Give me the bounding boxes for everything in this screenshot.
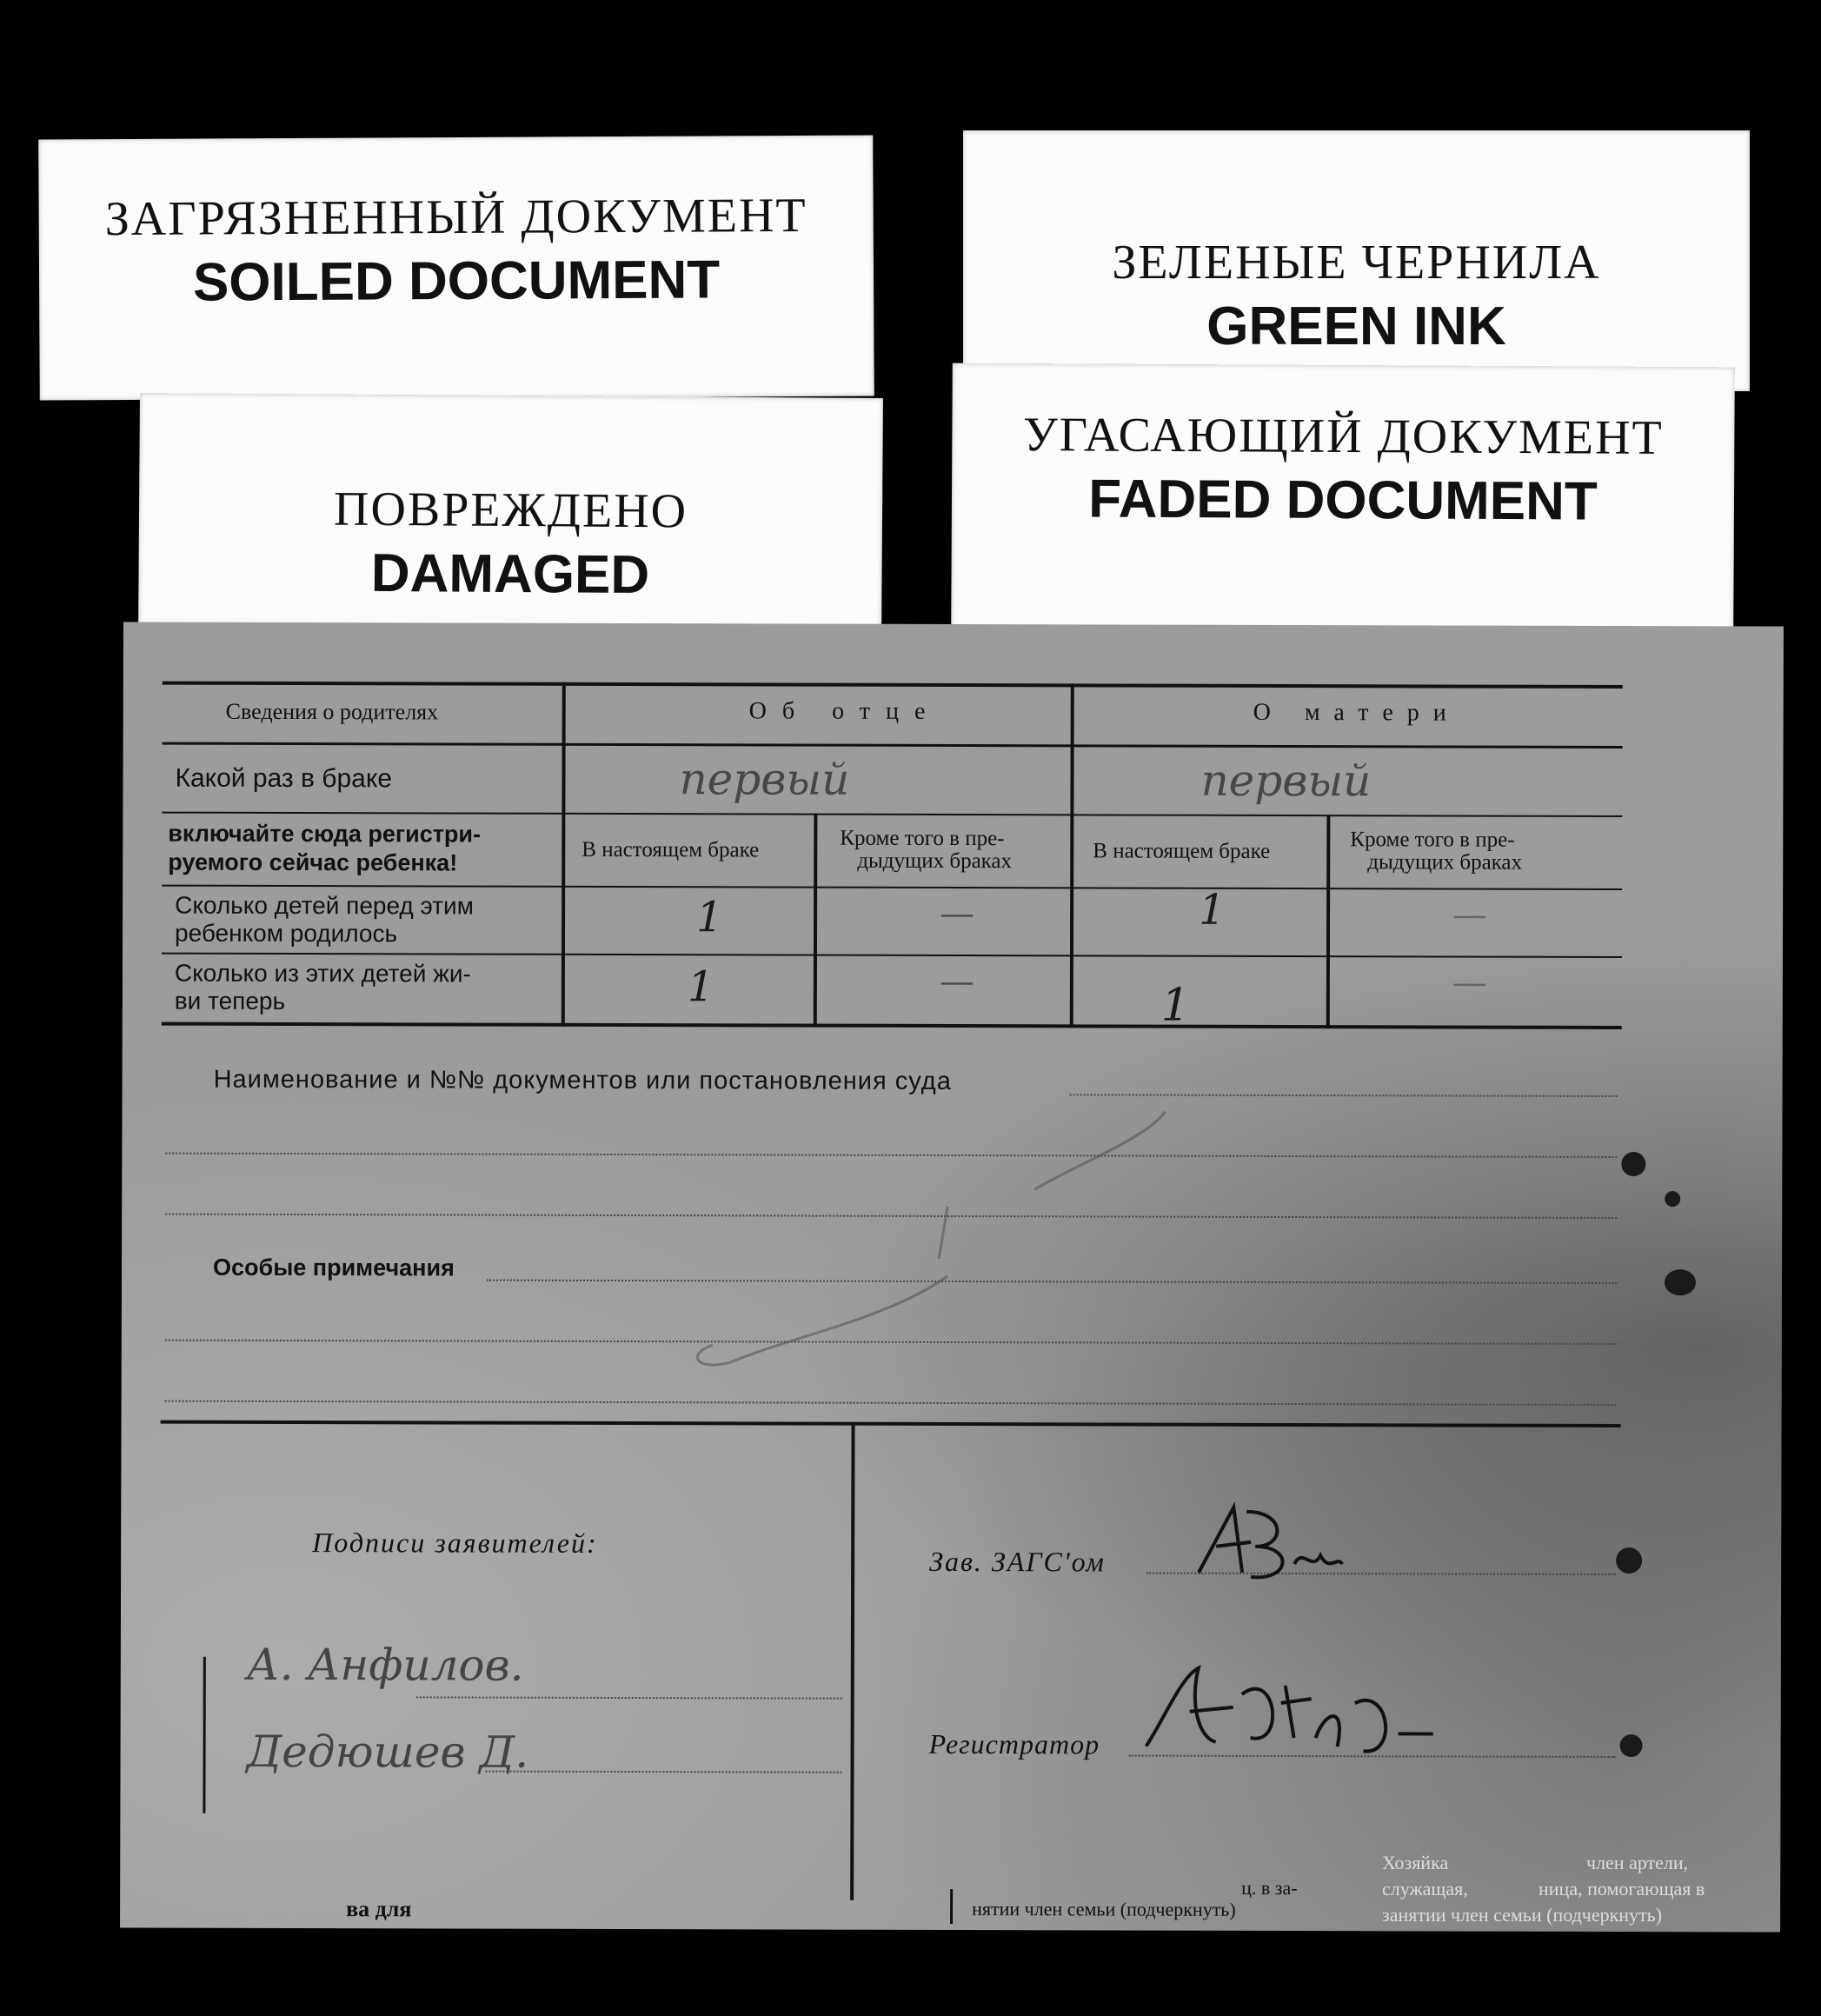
signature-bracket [203, 1657, 205, 1813]
signature-line-2 [486, 1771, 842, 1773]
registrar-label: Регистратор [928, 1727, 1100, 1760]
col-divider-left [562, 682, 566, 1027]
row-label-born-2: ребенком родилось [174, 919, 398, 948]
bottom-mid-fragment: нятии член семьи (подчеркнуть) [972, 1898, 1236, 1920]
zags-signature [1190, 1494, 1346, 1590]
col-divider-middle [1070, 683, 1074, 1028]
bottom-right-fragment-3: служащая, [1382, 1878, 1468, 1900]
row-divider-2 [162, 885, 1622, 890]
row-label-include-1: включайте сюда регистри- [168, 820, 482, 848]
subheader-father-previous-1: Кроме того в пре- [840, 826, 1005, 851]
table-top-border [163, 682, 1623, 689]
value-father-alive-previous: — [939, 961, 974, 1002]
col-divider-father [814, 814, 818, 1028]
label-green-ru: ЗЕЛЕНЫЕ ЧЕРНИЛА [1112, 236, 1601, 289]
notes-label: Особые примечания [212, 1254, 455, 1281]
table-header-border [163, 742, 1623, 749]
header-parents: Сведения о родителях [225, 698, 439, 725]
registrar-signature [1138, 1651, 1451, 1773]
label-damaged-en: DAMAGED [370, 542, 650, 606]
label-soiled-document [38, 135, 874, 400]
zags-label: Зав. ЗАГС'ом [929, 1545, 1106, 1578]
value-father-born-current: 1 [696, 893, 723, 942]
signature-section-divider [850, 1422, 854, 1900]
subheader-mother-previous-2: дыдущих браках [1367, 850, 1523, 875]
label-damaged-ru: ПОВРЕЖДЕНО [333, 482, 688, 539]
stain [1620, 1734, 1643, 1757]
subheader-father-current: В настоящем браке [582, 837, 760, 862]
label-soiled-ru: ЗАГРЯЗНЕННЫЙ ДОКУМЕНТ [104, 188, 807, 247]
row-label-born-1: Сколько детей перед этим [175, 891, 475, 920]
bottom-left-fragment: ва для [346, 1896, 412, 1922]
applicant-signature-1: А. Анфилов. [246, 1639, 524, 1691]
header-mother: О матери [1253, 698, 1460, 727]
signature-line-1 [416, 1696, 842, 1699]
documents-label: Наименование и №№ документов или постановления суда [213, 1065, 952, 1095]
value-father-alive-current: 1 [687, 962, 714, 1012]
stain [1665, 1191, 1680, 1207]
label-green-en: GREEN INK [1206, 296, 1506, 356]
label-faded-en: FADED DOCUMENT [1088, 469, 1598, 532]
value-mother-born-previous: — [1452, 895, 1488, 935]
label-damaged [138, 393, 883, 642]
bottom-right-fragment-4: ница, помогающая в [1539, 1878, 1705, 1900]
pencil-scribble [661, 1101, 1183, 1390]
subheader-father-previous-2: дыдущих браках [857, 848, 1013, 874]
document-paper [120, 622, 1784, 1933]
bottom-mid-fragment-2: ц. в за- [1241, 1876, 1298, 1900]
applicant-signature-2: Дедюшев Д. [246, 1726, 529, 1778]
value-mother-alive-current: 1 [1160, 979, 1190, 1032]
row-label-alive-1: Сколько из этих детей жи- [174, 959, 471, 988]
value-mother-born-current: 1 [1199, 885, 1226, 935]
stain [1665, 1269, 1696, 1295]
signature-section-border [161, 1421, 1621, 1427]
col-divider-mother [1326, 815, 1331, 1028]
row-divider-1 [162, 812, 1622, 817]
subheader-mother-current: В настоящем браке [1093, 839, 1271, 863]
table-bottom-border [162, 1022, 1622, 1029]
label-soiled-en: SOILED DOCUMENT [192, 250, 721, 313]
value-father-born-previous: — [940, 893, 975, 935]
row-label-marriage: Какой раз в браке [175, 763, 393, 794]
bottom-right-fragment-2: член артели, [1586, 1852, 1689, 1873]
value-father-marriage: первый [679, 754, 850, 805]
stain [1616, 1547, 1642, 1574]
row-label-alive-2: ви теперь [174, 987, 286, 1015]
row-divider-3 [162, 953, 1622, 958]
bottom-vertical-mark [950, 1889, 953, 1924]
value-mother-alive-previous: — [1452, 962, 1487, 1003]
row-label-include-2: руемого сейчас ребенка! [168, 848, 458, 876]
header-father: Об отце [748, 697, 941, 725]
stain [1621, 1152, 1645, 1176]
notes-line-3 [165, 1401, 1617, 1406]
subheader-mother-previous-1: Кроме того в пре- [1350, 828, 1515, 852]
bottom-right-fragment-1: Хозяйка [1382, 1852, 1449, 1873]
label-faded-ru: УГАСАЮЩИЙ ДОКУМЕНТ [1022, 408, 1664, 465]
signatures-label: Подписи заявителей: [312, 1527, 598, 1559]
bottom-right-fragment-5: занятии член семьи (подчеркнуть) [1382, 1904, 1663, 1926]
documents-line-1 [1070, 1094, 1618, 1097]
value-mother-marriage: первый [1200, 755, 1372, 807]
label-green-ink [963, 130, 1750, 391]
label-faded-document [951, 363, 1735, 637]
